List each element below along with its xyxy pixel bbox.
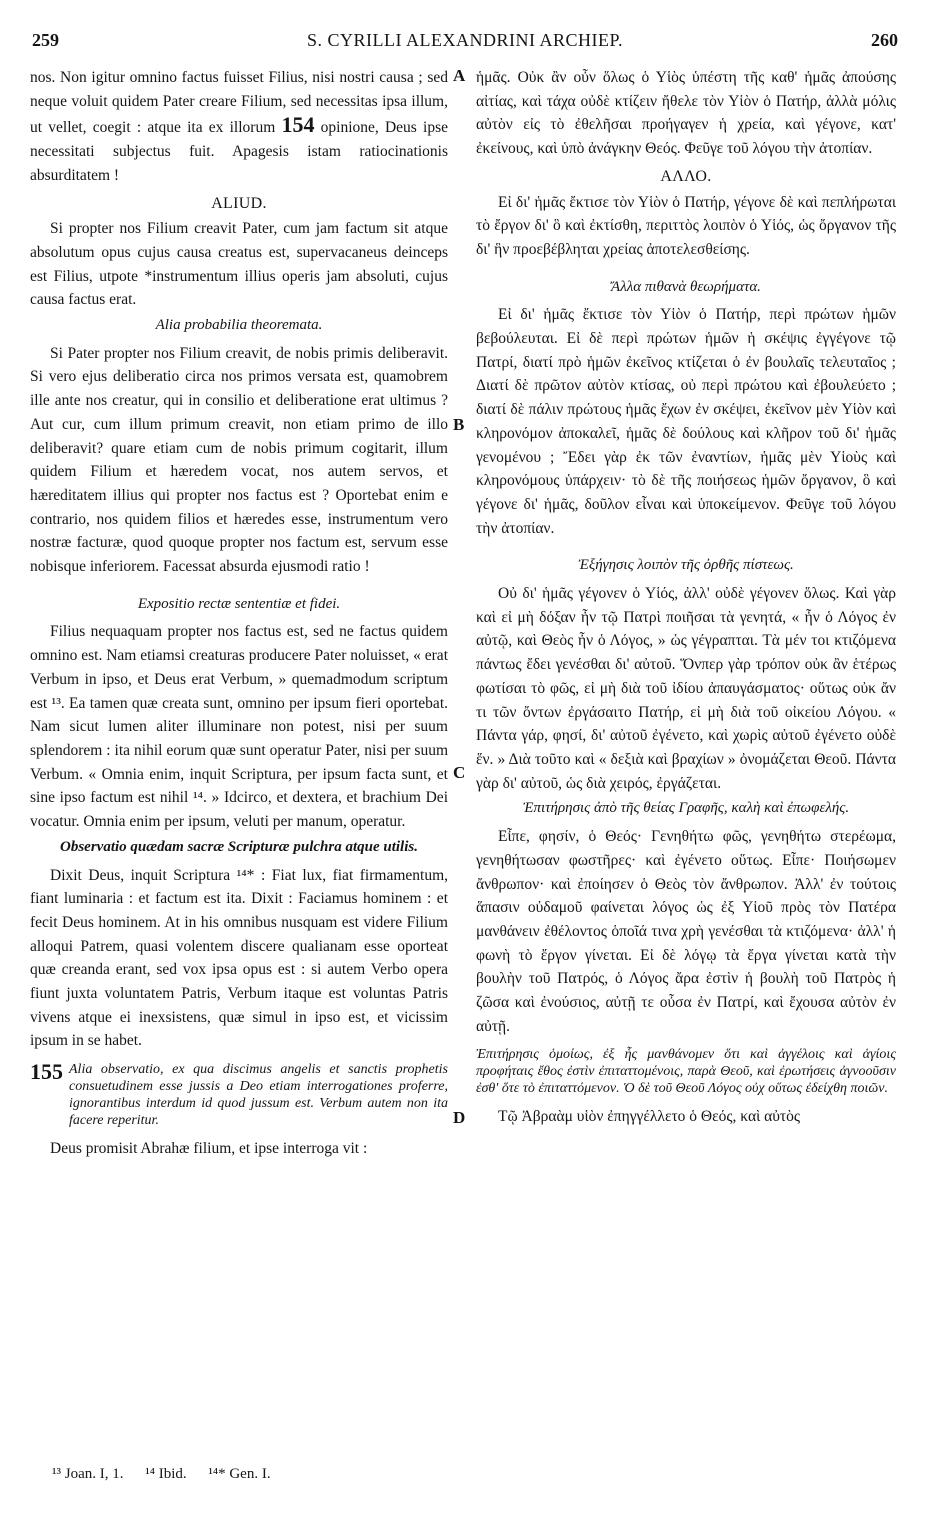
page-number-left: 259 [32,30,59,50]
greek-allo-text: Εἰ δι' ἡμᾶς ἔκτισε τὸν Υἱὸν ὁ Πατήρ, γέγονε δὲ καὶ πεπλήρωται τὸ ἔργον δι' ὃ καὶ ἐκτίσθη, περιττὸς λοιπὸν ὁ Υἱός, ὡς ὄργανον τῆς δι' ἣν προεβέβληται χρείας ἀποτελεσθείσης. [476,193,896,258]
latin-intro [30,66,448,188]
greek-alla-text: Εἰ δι' ἡμᾶς ἔκτισε τὸν Υἱὸν ὁ Πατήρ, περὶ πρώτων ἡμῶν βεβούλευται. Εἰ δὲ περὶ πρώτων ἡμῶν ἡ σκέψις ἐγγέγονε τῷ Πατρί, διατί πρὸ ἡμῶν ἐκεῖνος κτίζεται ὁ ἐν βουλαῖς τελευταῖος ; Διατί δὲ πρῶτον αὐτὸν κτίσας, οὐ περὶ πρώτου καὶ ἐβουλεύετο ; διατί δὲ πάλιν πρώτους ἡμᾶς ἔχων ἐν σκέψει, ἐκεῖνον μὲν Υἱὸν καὶ κληρονόμον ἀποκαλεῖ, ἡμᾶς δὲ δούλους καὶ κλῆρον τοῦ δι' ἡμᾶς γενομένου ; Ἔδει γὰρ ἐκ τῶν ἐναντίων, ἡμᾶς μὲν Υἱοὺς καὶ κληρονόμους ὑπάρχειν· τὸ δὲ τῆς ποιήσεως ἡμῶν ὄργανον, ὃ καὶ γέγονε δι' ἡμᾶς, δοῦλον εἶναι καὶ ὑποκείμενον. Φεῦγε τοῦ λόγου τὴν ἀτοπίαν. [476,306,896,537]
greek-allo-heading: ΑΛΛΟ. [660,167,712,185]
page-number-right: 260 [871,30,898,50]
margin-letter-c: C [453,763,466,782]
margin-letter-a: A [453,66,466,85]
latin-aliud-heading: ALIUD. [211,194,267,212]
greek-epiteresis-heading: Ἐπιτήρησις ἀπὸ τῆς θείας Γραφῆς, καλὴ καὶ ἐπωφελής. [522,800,850,817]
latin-last-line: Deus promisit Abrahæ filium, et ipse interroga vit : [50,1140,368,1158]
latin-alia-heading: Alia probabilia theoremata. [155,317,323,334]
latin-intro-end: opinione, Deus ipse necessitati subjectus fuit. Apagesis istam ratiocinationis absurditatem ! [30,119,448,184]
greek-column [476,66,896,1129]
greek-intro: ἡμᾶς. Οὐκ ἂν οὖν ὅλως ὁ Υἱὸς ὑπέστη τῆς καθ' ἡμᾶς ἀπούσης αἰτίας, καὶ τάχα οὐδὲ κτίζειν ἤθελε τὸν Υἱὸν ὁ Πατήρ, ἀλλὰ μόλις αὐτὸν εἰς τὸ ἐθελῆσαι προήγαγεν ἡ χρεία, καὶ γέγονε, κατ' ἐκείνους, καὶ ὑπὸ ἀνάγκην Θεός. Φεῦγε τοῦ λόγου τὴν ἀτοπίαν. [476,69,896,158]
greek-epiteresis-text: Εἶπε, φησίν, ὁ Θεός· Γενηθήτω φῶς, γενηθήτω στερέωμα, γενηθήτωσαν φωστῆρες· καὶ ἐγένετο οὕτως. Εἶπε· Ποιήσωμεν ἄνθρωπον· καὶ ἐποίησεν ὁ Θεὸς τὸν ἄνθρωπον. Ἀλλ' ἐν τούτοις ἅπασιν οὐδαμοῦ φαίνεται λόγος ὡς ἐξ Υἱοῦ πρὸς τὸν Πατέρα μανθάνειν ἐθέλοντος ὁποῖά τινα χρὴ γενέσθαι τὰ κτιζόμενα· ἀλλ' ἡ φωνὴ τὸ ἔργον γίνεται. Εἰ δὲ λόγῳ τὰ ἔργα γίνεται κατὰ τὴν βουλὴν τοῦ Πατρός, ὁ Λόγος ἄρα ἐστὶν ἡ βουλὴ τοῦ Πατρὸς ἡ ζῶσα καὶ ἐνούσιος, αὐτῇ τε οὖσα ἐν Πατρί, καὶ ἔχουσα αὐτὸν ἐν αὐτῇ. [476,828,896,1035]
latin-intro-text: nos. Non igitur omnino factus fuisset Filius, nisi nostri causa ; sed neque voluit quidem Pater creare Filium, sed necessitas ipsa illum, ut vellet, coegit : atque ita ex illorum [30,69,448,137]
margin-letter-d: D [453,1108,466,1127]
greek-exegesis-text: Οὐ δι' ἡμᾶς γέγονεν ὁ Υἱός, ἀλλ' οὐδὲ γέγονεν ὅλως. Καὶ γὰρ καὶ εἰ μὴ δόξαν ἦν τῷ Πατρὶ ποιῆσαι τὰ γενητά, « ἦν ὁ Λόγος ἐν αὐτῷ, καὶ Θεὸς ἦν ὁ Λόγος, » ὡς γέγραπται. Τὰ μέν τοι κτιζόμενα πάντως ἔδει γενέσθαι δι' αὐτοῦ. Ὅνπερ γὰρ τρόπον οὐκ ἂν ἑτέρως φωτίσαι τὸ φῶς, εἰ μὴ διὰ τοῦ ἰδίου ἀπαυγάσματος· οὕτως οὐκ ἄν τι τῶν ὄντων ἐργάσαιτο Πατήρ, εἰ μὴ διὰ τοῦ οἰκείου Λόγου. « Πάντα γάρ, φησί, δι' αὐτοῦ ἐγένετο, καὶ χωρὶς αὐτοῦ ἐγένετο οὐδὲ ἕν. » Διὰ τοῦτο καὶ « δεξιὰ καὶ βραχίων » ὀνομάζεται Θεοῦ. Πάντα γὰρ δι' αὐτοῦ, ὡς διὰ χειρός, ἐργάζεται. [476,585,896,792]
latin-observatio-text: Dixit Deus, inquit Scriptura ¹⁴* : Fiat lux, fiat firmamentum, fiant luminaria : et factum est ita. Dixit : Faciamus hominem : et fecit Deus hominem. At in his omnibus nusquam est videre Filium alloqui Patrem, quasi volentem discere qualianam esse oporteat quæ creanda erant, sed vox ipsa opus est : si autem Verbo opera fiunt juxta voluntatem Patris, Verbum itaque est voluntas Patris vivens atque ei inexsistens, quæ simul in ipso est, et vicissim ipsum in se habet. [30,866,448,1050]
latin-observatio-heading: Observatio quædam sacræ Scripturæ pulchra atque utilis. [60,838,418,855]
running-title: S. CYRILLI ALEXANDRINI ARCHIEP. [306,30,623,50]
greek-epiteresis2-heading: Ἐπιτήρησις ὁμοίως, ἐξ ἧς μανθάνομεν ὅτι καὶ ἀγγέλοις καὶ ἁγίοις προφήταις ἔθος ἐστὶν ἐπιταττομένοις, παρὰ Θεοῦ, καὶ ἐρωτήσεις ἀγνοοῦσιν ἐσθ' ὅτε τὸ ἐπιταττόμενον. Ὁ δὲ τοῦ Θεοῦ Λόγος οὐχ οὕτως ἐδείχθη ποιῶν. [476,1047,896,1097]
section-number-155: 155 [30,1059,63,1085]
page-header [32,30,898,58]
section-155 [30,1061,448,1129]
section-number-154: 154 [281,112,315,138]
greek-exegesis-heading: Ἐξήγησις λοιπὸν τῆς ὀρθῆς πίστεως. [578,557,794,574]
latin-alia-text: Si Pater propter nos Filium creavit, de nobis primis deliberavit. Si vero ejus deliberatio circa nos primos versata est, quamobrem ille ante nos creatur, qui in consilio et deliberatione erat ultimus ? Aut cur, cum illum primum creavit, non etiam primo de illo deliberavit? quare etiam cum de nobis primum cogitarit, illum quidem Filium et hæredem vocat, nos autem servos, et hæreditatem illius qui propter nos factus est ? Oportebat enim e contrario, nos quidem filios et hæredes esse, instrumentum vero nostræ facturæ, quod quoque propter nos factum est, servum esse nobisque inferiorem. Facessat absurda ejusmodi ratio ! [30,344,448,576]
margin-letter-b: B [453,415,465,434]
footnote-13: ¹³ Joan. I, 1. [52,1466,124,1482]
latin-column [30,66,448,1161]
footnote-14a: ¹⁴* Gen. I. [208,1466,271,1482]
latin-expositio-heading: Expositio rectæ sententiæ et fidei. [137,595,341,612]
greek-alla-heading: Ἄλλα πιθανὰ θεωρήματα. [611,278,761,295]
footnotes [52,1466,289,1483]
latin-sec155-heading: Alia observatio, ex qua discimus angelis et sanctis prophetis consuetudinem esse jussis a Deo etiam interrogationes proferre, ignorantibus interdum id quod jussum est. Verbum autem non ita facere reperitur. [69,1062,448,1129]
footnote-14: ¹⁴ Ibid. [145,1466,187,1482]
greek-last-line: Τῷ Ἀβραὰμ υἱὸν ἐπηγγέλλετο ὁ Θεός, καὶ αὐτὸς [498,1108,801,1126]
latin-expositio-text: Filius nequaquam propter nos factus est, sed ne factus quidem omnino est. Nam etiamsi creaturas producere Pater noluisset, « erat Verbum in ipso, et Deus erat Verbum, » quemadmodum scriptum est ¹³. Ea tamen quæ creata sunt, omnino per ipsum fieri oportebat. Nam sicut lumen aliter illuminare non potest, nisi per suum splendorem : ita nihil eorum quæ sunt operatur Pater, nisi per suum Verbum. « Omnia enim, inquit Scriptura, per ipsum facta sunt, et sine ipso factum est nihil ¹⁴. » Idcirco, et dextera, et brachium Dei vocatur. Omnia enim per ipsum, veluti per manum, operatur. [30,623,448,831]
latin-aliud-text: Si propter nos Filium creavit Pater, cum jam factum sit atque absolutum opus cujus causa creatus est, supervacaneus deinceps est Filius, utpote *instrumentum illius operis jam absoluti, cujus causa factus erat. [30,220,448,309]
